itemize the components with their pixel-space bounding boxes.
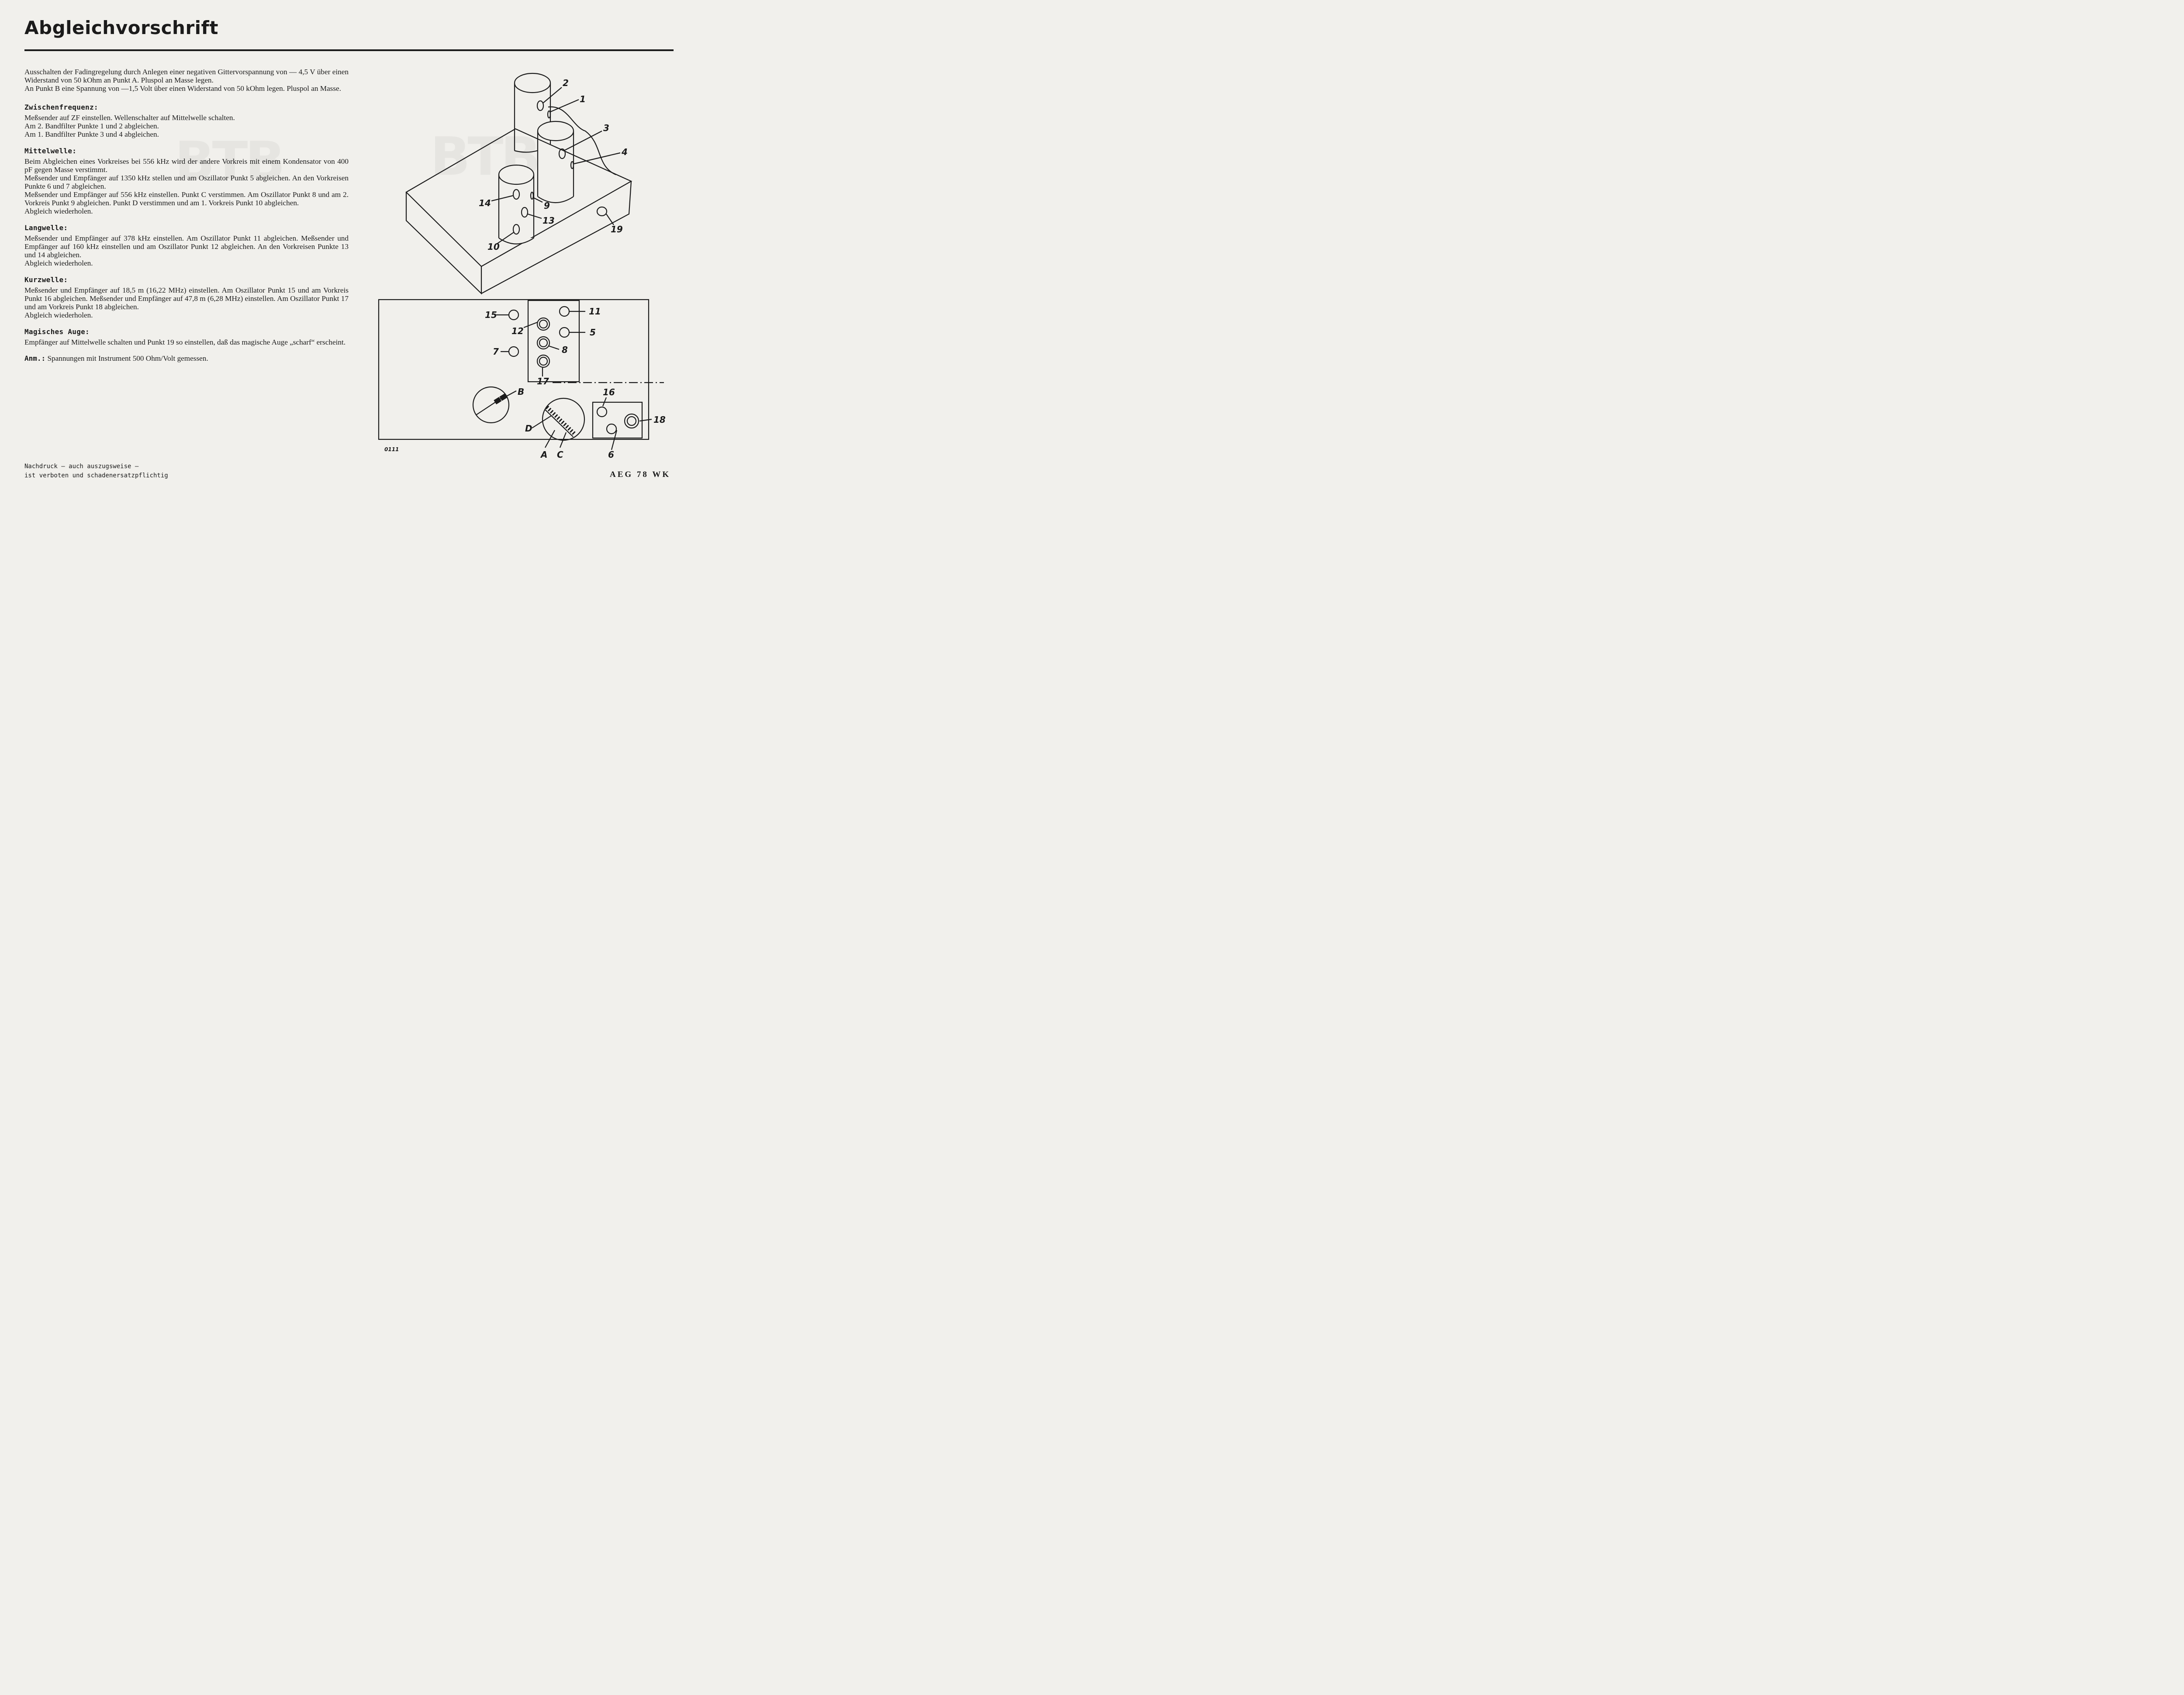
point-16 — [597, 407, 607, 417]
label-9: 9 — [544, 200, 550, 211]
point-8-inner — [539, 339, 547, 347]
label-6: 6 — [608, 449, 614, 460]
section-line: Empfänger auf Mittelwelle schalten und Punkt 19 so einstellen, daß das magische Auge „scharf“ erscheint. — [24, 338, 346, 346]
label-13: 13 — [543, 215, 555, 226]
point-B-mark — [494, 397, 501, 404]
label-5: 5 — [590, 327, 596, 338]
label-10: 10 — [487, 242, 500, 252]
label-11: 11 — [589, 306, 601, 317]
label-7: 7 — [493, 346, 499, 357]
section-line: Abgleich wiederholen. — [24, 207, 93, 215]
tube-socket-line — [545, 410, 573, 437]
note-label: Anm.: — [24, 354, 46, 362]
label-D: D — [525, 423, 532, 434]
section-line: Meßsender und Empfänger auf 378 kHz einstellen. Am Oszillator Punkt 11 abgleichen. Meßsender und Empfänger auf 160 kHz einstellen und am Oszillator Punkt 12 abgleichen. An den Vorkreisen Punkte 13 und 14 abgleichen. — [24, 234, 349, 259]
top-view-frame — [379, 300, 649, 439]
section-line: Meßsender auf ZF einstellen. Wellenschalter auf Mittelwelle schalten. — [24, 114, 235, 122]
label-17: 17 — [537, 376, 549, 387]
section-line: Meßsender und Empfänger auf 1350 kHz stellen und am Oszillator Punkt 5 abgleichen. An den Vorkreisen Punkte 6 und 7 abgleichen. — [24, 174, 349, 190]
tube-socket — [543, 398, 584, 440]
section-line: Meßsender und Empfänger auf 18,5 m (16,22 MHz) einstellen. Am Oszillator Punkt 15 und am Vorkreis Punkt 16 abgleichen. Meßsender und Empfänger auf 47,8 m (6,28 MHz) einstellen. Am Oszillator Punkt 17 und am Vorkreis Punkt 18 abgleichen. — [24, 286, 349, 311]
note-text: Spannungen mit Instrument 500 Ohm/Volt gemessen. — [47, 354, 208, 362]
label-C: C — [557, 449, 563, 460]
label-14: 14 — [479, 198, 491, 208]
point-18-outer — [625, 414, 639, 428]
point-7 — [509, 347, 518, 356]
section-line: Abgleich wiederholen. — [24, 259, 93, 267]
oscillator-block — [528, 300, 579, 382]
hole-2 — [537, 101, 543, 110]
label-18: 18 — [653, 414, 666, 425]
label-1: 1 — [580, 94, 586, 104]
section-heading: Magisches Auge: — [24, 328, 90, 336]
leaders-kw — [603, 397, 652, 450]
reprint-notice-line-1: Nachdruck — auch auszugsweise — — [24, 463, 139, 470]
vorkreis-can-body — [499, 175, 534, 244]
label-4: 4 — [622, 147, 628, 157]
leaders-block — [524, 322, 559, 376]
filter-can-2-body — [515, 83, 550, 151]
page-title: Abgleichvorschrift — [24, 17, 218, 38]
point-18-inner — [627, 417, 636, 425]
filter-can-1-top — [538, 121, 574, 141]
hole-4 — [571, 162, 574, 169]
vorkreis-can-top — [499, 165, 534, 184]
label-A: A — [541, 449, 548, 460]
document-page — [0, 0, 685, 494]
section-heading: Langwelle: — [24, 224, 68, 232]
section-line: Am 2. Bandfilter Punkte 1 und 2 abgleichen. — [24, 122, 159, 130]
point-11 — [560, 307, 569, 316]
point-15 — [509, 310, 518, 320]
chassis-top-view — [379, 300, 664, 450]
point-6 — [607, 424, 616, 434]
hole-1 — [548, 111, 550, 118]
label-12: 12 — [511, 326, 524, 336]
leader-1 — [550, 100, 579, 112]
label-2: 2 — [563, 78, 569, 88]
leader-13 — [528, 214, 542, 218]
alignment-diagram — [0, 0, 685, 494]
section-line: Meßsender und Empfänger auf 556 kHz einstellen. Punkt C verstimmen. Am Oszillator Punkt 8 und am 2. Vorkreis Punkt 9 abgleichen. Punkt D verstimmen und am 1. Vorkreis Punkt 10 abgleichen. — [24, 190, 349, 207]
hole-13 — [522, 207, 528, 217]
intro-paragraph-2: An Punkt B eine Spannung von —1,5 Volt über einen Widerstand von 50 kOhm legen. Pluspol an Masse. — [24, 84, 341, 93]
label-15: 15 — [485, 310, 497, 320]
section-line: Beim Abgleichen eines Vorkreises bei 556 kHz wird der andere Vorkreis mit einem Kondensator von 400 pF gegen Masse verstimmt. — [24, 157, 349, 174]
chassis-left-face — [406, 192, 481, 293]
point-12-inner — [539, 320, 547, 328]
hole-9 — [531, 192, 533, 199]
point-17-inner — [539, 357, 547, 365]
leader-14 — [491, 196, 513, 201]
filter-can-2-top — [515, 73, 550, 93]
tube-socket-pins — [547, 407, 575, 434]
reprint-notice-line-2: ist verboten und schadenersatzpflichtig — [24, 472, 168, 479]
chassis-perspective — [406, 73, 631, 293]
section-line: Abgleich wiederholen. — [24, 311, 93, 319]
filter-can-2-base — [515, 151, 537, 152]
section-heading: Kurzwelle: — [24, 276, 68, 284]
hole-14 — [513, 190, 519, 199]
section-heading: Mittelwelle: — [24, 147, 77, 155]
drawing-number: 0111 — [384, 446, 399, 452]
model-designation: AEG 78 WK — [610, 470, 671, 479]
label-B: B — [518, 387, 525, 397]
leaders-right — [570, 311, 585, 332]
section-heading: Zwischenfrequenz: — [24, 103, 98, 111]
point-B-mark — [500, 394, 507, 400]
section-line: Am 1. Bandfilter Punkte 3 und 4 abgleichen. — [24, 130, 159, 138]
label-19: 19 — [611, 224, 623, 235]
hole-19 — [597, 207, 607, 216]
intro-paragraph-1: Ausschalten der Fadingregelung durch Anlegen einer negativen Gittervorspannung von — 4,5 V über einen Widerstand von 50 kOhm an Punkt A. Pluspol an Masse legen. — [24, 68, 349, 84]
leader-19 — [606, 214, 614, 225]
label-3: 3 — [603, 123, 609, 133]
label-16: 16 — [603, 387, 615, 397]
hole-10 — [513, 224, 519, 234]
point-5 — [560, 328, 569, 337]
label-8: 8 — [562, 345, 568, 355]
